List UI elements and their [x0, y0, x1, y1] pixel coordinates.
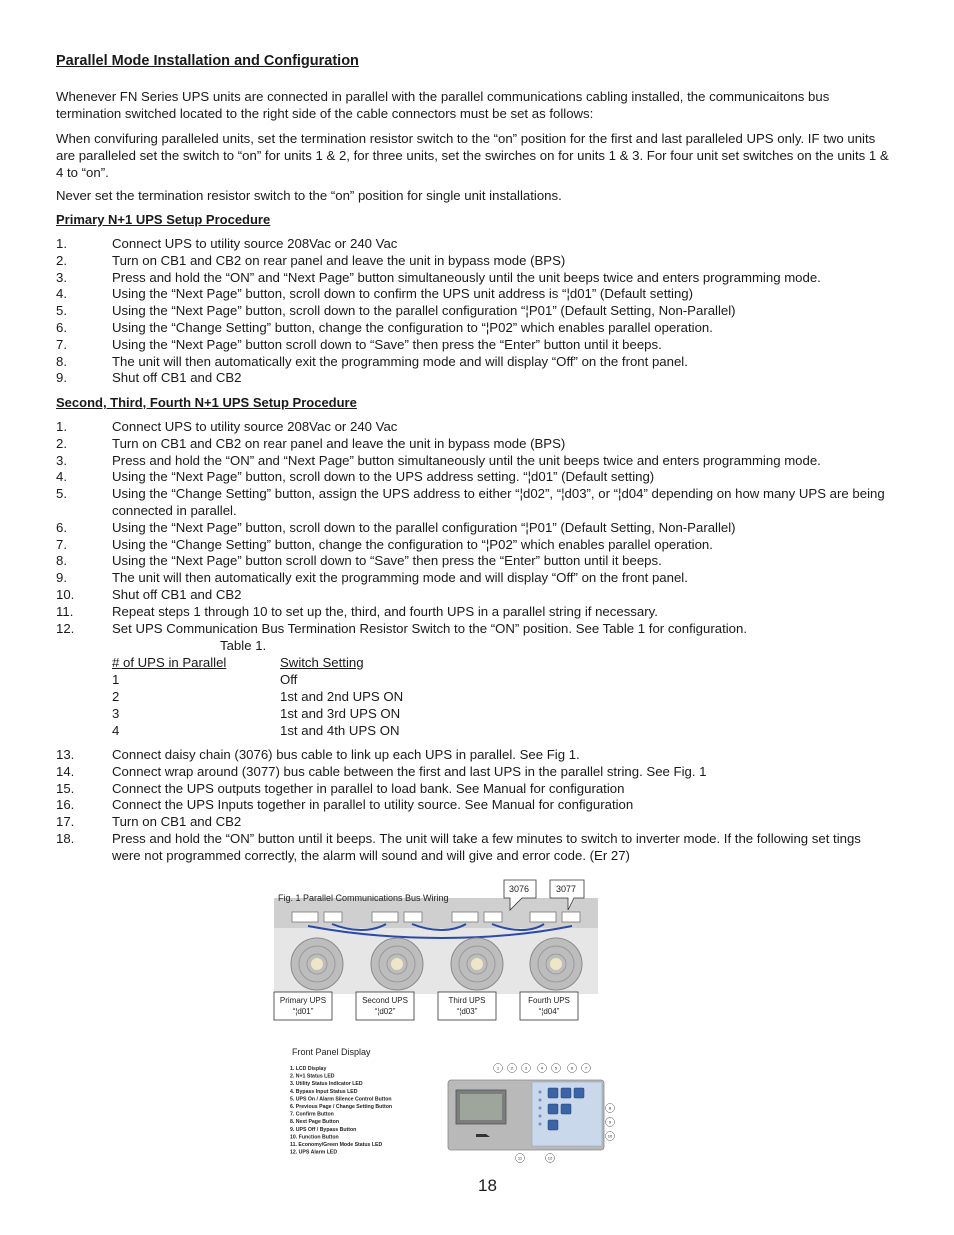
step-text: Using the “Change Setting” button, change the configuration to “¦P02” which enables parallel operation.	[112, 319, 713, 335]
step-number: 6.	[56, 319, 67, 335]
legend-item: 9. UPS Off / Bypass Button	[290, 1126, 357, 1133]
step-text: Repeat steps 1 through 10 to set up the, third, and fourth UPS in a parallel string if necessary.	[112, 603, 658, 619]
table-row	[112, 671, 403, 688]
fig1-title: Fig. 1 Parallel Communications Bus Wiring	[278, 893, 449, 903]
unit-address-label: “¦d03”	[456, 1007, 478, 1016]
step-item	[56, 537, 891, 554]
step-item	[56, 320, 891, 337]
step-item	[56, 370, 891, 387]
step-text: Turn on CB1 and CB2 on rear panel and leave the unit in bypass mode (BPS)	[112, 435, 566, 451]
step-text: Using the “Next Page” button, scroll down to confirm the UPS unit address is “¦d01” (Default setting)	[112, 286, 694, 302]
step-item	[56, 270, 891, 287]
step-text: The unit will then automatically exit the programming mode and will display “Off” on the front panel.	[112, 353, 688, 369]
step-text: Using the “Change Setting” button, change the configuration to “¦P02” which enables parallel operation.	[112, 536, 713, 552]
step-item	[56, 621, 891, 638]
step-text: Turn on CB1 and CB2 on rear panel and leave the unit in bypass mode (BPS)	[112, 252, 566, 268]
step-text: Turn on CB1 and CB2	[112, 814, 242, 830]
step-number: 12.	[56, 620, 75, 636]
step-item	[56, 587, 891, 604]
table-cell: 1	[112, 672, 120, 687]
step-number: 9.	[56, 370, 67, 386]
step-number: 4.	[56, 286, 67, 302]
table-header-row	[112, 654, 403, 671]
step-number: 7.	[56, 336, 67, 352]
warning-paragraph: Never set the termination resistor switch to the “on” position for single unit installations.	[56, 188, 562, 203]
secondary-steps-list	[56, 419, 891, 637]
step-item	[56, 604, 891, 621]
step-number: 6.	[56, 519, 67, 535]
step-text: Using the “Next Page” button, scroll down to the UPS address setting. “¦d01” (Default setting)	[112, 469, 655, 485]
step-text: Connect wrap around (3077) bus cable between the first and last UPS in the parallel string. See Fig. 1	[112, 763, 707, 779]
step-number: 18.	[56, 830, 75, 846]
intro-paragraph: Whenever FN Series UPS units are connected in parallel with the parallel communications cabling installed, the communicaitons bus termination switched located to the right side of the cable connectors must be set as follows:	[56, 89, 830, 121]
step-item	[56, 814, 891, 831]
step-number: 2.	[56, 435, 67, 451]
step-text: Connect UPS to utility source 208Vac or 240 Vac	[112, 236, 398, 251]
secondary-heading: Second, Third, Fourth N+1 UPS Setup Procedure	[56, 395, 357, 410]
table-row	[112, 722, 403, 739]
step-item	[56, 831, 891, 865]
legend-item: 10. Function Button	[290, 1134, 339, 1141]
step-item	[56, 253, 891, 270]
legend-item: 4. Bypass Input Status LED	[290, 1088, 358, 1095]
callout-number: 6	[570, 1065, 574, 1071]
table-header: # of UPS in Parallel	[112, 655, 227, 670]
legend-item: 12. UPS Alarm LED	[290, 1149, 338, 1156]
step-item	[56, 486, 891, 520]
step-number: 8.	[56, 553, 67, 569]
primary-heading: Primary N+1 UPS Setup Procedure	[56, 212, 271, 227]
unit-name-label: Third UPS	[448, 996, 486, 1005]
callout-number: 2	[510, 1065, 514, 1071]
legend-item: 7. Confirm Button	[290, 1111, 334, 1118]
step-text: Using the “Next Page” button, scroll down to the parallel configuration “¦P01” (Default Setting, Non-Parallel)	[112, 519, 736, 535]
step-item	[56, 303, 891, 320]
figure-parallel-wiring	[272, 876, 602, 1024]
legend-item: 1. LCD Display	[290, 1066, 327, 1072]
cable-3077-label: 3077	[556, 884, 577, 894]
unit-address-label: “¦d04”	[538, 1007, 560, 1016]
callout-number: 8	[608, 1105, 612, 1111]
step-item	[56, 453, 891, 470]
step-number: 13.	[56, 747, 75, 762]
step-item	[56, 436, 891, 453]
step-number: 11.	[56, 603, 74, 619]
table-cell: 4	[112, 723, 120, 738]
step-number: 2.	[56, 252, 67, 268]
unit-name-label: Second UPS	[362, 996, 408, 1005]
legend-item: 6. Previous Page / Change Setting Button	[290, 1104, 393, 1110]
step-number: 10.	[56, 586, 75, 602]
table-cell: 1st and 4th UPS ON	[280, 723, 400, 738]
step-item	[56, 747, 891, 764]
unit-address-label: “¦d02”	[374, 1007, 396, 1016]
unit-name-label: Primary UPS	[279, 996, 327, 1005]
table-cell: Off	[280, 672, 298, 687]
legend-item: 2. N+1 Status LED	[290, 1073, 335, 1080]
figure-front-panel	[284, 1042, 620, 1164]
callout-number: 12	[547, 1155, 553, 1161]
callout-number: 3	[524, 1065, 528, 1071]
table-header: Switch Setting	[280, 655, 364, 670]
step-text: Using the “Next Page” button scroll down to “Save” then press the “Enter” button until it beeps.	[112, 553, 662, 569]
step-number: 7.	[56, 536, 67, 552]
configuring-paragraph: When convifuring paralleled units, set the termination resistor switch to the “on” position for the first and last paralleled UPS only. IF two units are paralleled set the switch to “on” for units 1 & 2, for three units, set the swirches on for units 1 & 3. For four unit set switches on the units 1 & 4 to “on”.	[56, 131, 889, 180]
table-caption: Table 1.	[220, 638, 267, 653]
legend-item: 11. Economy/Green Mode Status LED	[290, 1142, 383, 1148]
step-item	[56, 236, 891, 253]
step-text: Set UPS Communication Bus Termination Resistor Switch to the “ON” position. See Table 1 for configuration.	[112, 620, 748, 636]
step-number: 3.	[56, 452, 67, 468]
step-number: 15.	[56, 780, 75, 796]
step-number: 8.	[56, 353, 67, 369]
callout-number: 9	[608, 1119, 612, 1125]
step-number: 5.	[56, 486, 67, 502]
callout-number: 11	[517, 1155, 523, 1161]
step-text: Using the “Change Setting” button, assign the UPS address to either “¦d02”, “¦d03”, or “¦d04” depending on how many UPS are being connected in parallel.	[112, 486, 885, 518]
step-text: Connect the UPS outputs together in parallel to load bank. See Manual for configuration	[112, 780, 625, 796]
step-number: 17.	[56, 814, 75, 830]
secondary-steps-list-continued	[56, 747, 891, 865]
unit-address-label: “¦d01”	[292, 1007, 314, 1016]
step-item	[56, 570, 891, 587]
step-item	[56, 553, 891, 570]
step-item	[56, 520, 891, 537]
step-item	[56, 781, 891, 798]
step-item	[56, 469, 891, 486]
step-text: Using the “Next Page” button, scroll down to the parallel configuration “¦P01” (Default Setting, Non-Parallel)	[112, 303, 736, 319]
step-text: Press and hold the “ON” and “Next Page” button simultaneously until the unit beeps twice and enters programming mode.	[112, 269, 821, 285]
step-number: 3.	[56, 269, 67, 285]
step-text: Using the “Next Page” button scroll down to “Save” then press the “Enter” button until it beeps.	[112, 336, 662, 352]
table-cell: 2	[112, 689, 120, 704]
step-item	[56, 354, 891, 371]
table-cell: 3	[112, 706, 120, 721]
step-item	[56, 419, 891, 436]
callout-number: 10	[607, 1133, 613, 1139]
callout-number: 5	[554, 1065, 558, 1071]
table-1	[112, 637, 403, 739]
legend-item: 3. Utility Status Indicator LED	[290, 1081, 363, 1088]
step-number: 16.	[56, 797, 75, 813]
step-item	[56, 764, 891, 781]
table-row	[112, 688, 403, 705]
step-number: 4.	[56, 469, 67, 485]
table-row	[112, 705, 403, 722]
page-number: 18	[478, 1176, 497, 1195]
legend-item: 8. Next Page Button	[290, 1119, 340, 1126]
table-cell: 1st and 2nd UPS ON	[280, 689, 404, 704]
step-text: Shut off CB1 and CB2	[112, 370, 242, 386]
table-cell: 1st and 3rd UPS ON	[280, 706, 401, 721]
step-text: Press and hold the “ON” and “Next Page” button simultaneously until the unit beeps twice and enters programming mode.	[112, 452, 821, 468]
step-item	[56, 797, 891, 814]
step-item	[56, 286, 891, 303]
step-number: 14.	[56, 763, 75, 779]
step-number: 5.	[56, 303, 67, 319]
page-title: Parallel Mode Installation and Configuration	[56, 53, 359, 69]
step-text: Shut off CB1 and CB2	[112, 586, 242, 602]
primary-steps-list	[56, 236, 891, 387]
unit-name-label: Fourth UPS	[528, 996, 570, 1005]
step-text: Connect the UPS Inputs together in parallel to utility source. See Manual for configuration	[112, 797, 634, 813]
cable-3076-label: 3076	[509, 884, 530, 894]
callout-number: 4	[540, 1065, 544, 1071]
step-text: The unit will then automatically exit the programming mode and will display “Off” on the front panel.	[112, 570, 688, 586]
step-text: Press and hold the “ON” button until it beeps. The unit will take a few minutes to switch to inverter mode. If the following set tings were not programmed correctly, the alarm will sound and will give and error code. (Er 27)	[112, 830, 861, 863]
callout-number: 1	[496, 1065, 500, 1071]
step-text: Connect daisy chain (3076) bus cable to link up each UPS in parallel. See Fig 1.	[112, 747, 580, 762]
step-number: 1.	[56, 236, 67, 251]
callout-number: 7	[584, 1065, 588, 1071]
step-number: 9.	[56, 570, 67, 586]
legend-item: 5. UPS On / Alarm Silence Control Button	[290, 1096, 392, 1103]
step-item	[56, 337, 891, 354]
step-text: Connect UPS to utility source 208Vac or 240 Vac	[112, 419, 398, 434]
step-number: 1.	[56, 419, 67, 434]
fig2-title: Front Panel Display	[292, 1047, 371, 1057]
